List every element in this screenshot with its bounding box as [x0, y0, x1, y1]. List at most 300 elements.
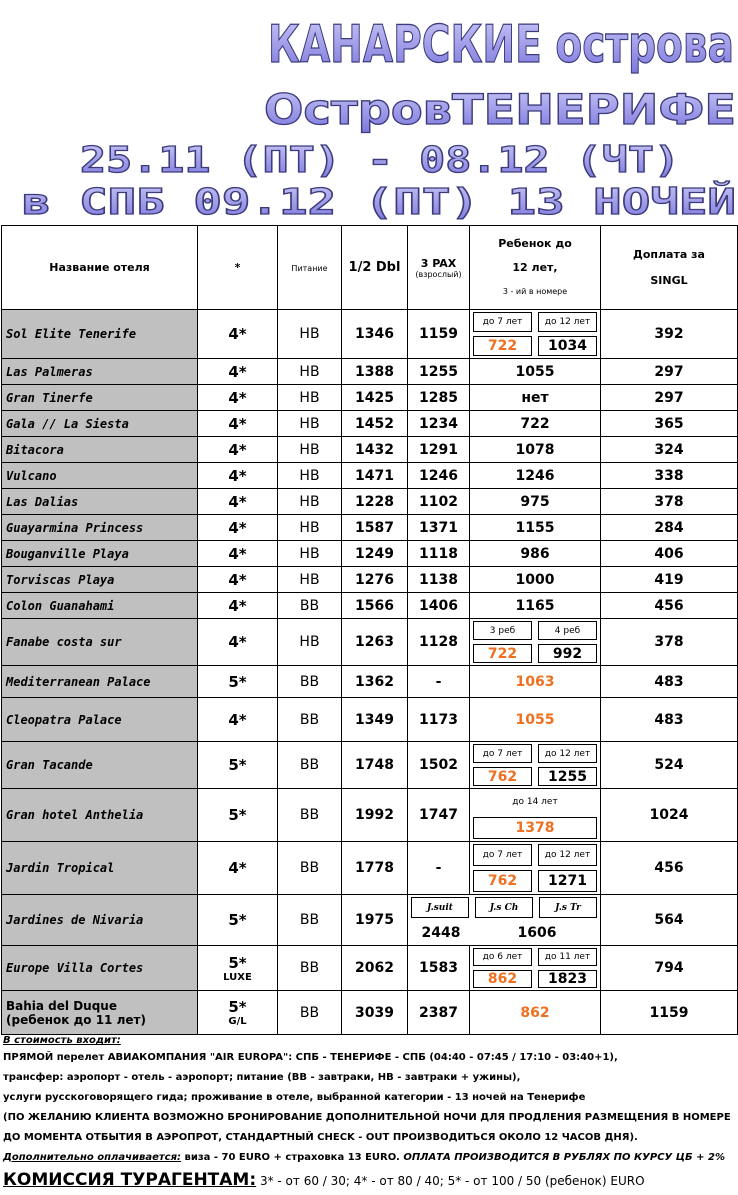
- stars-cell: [198, 619, 278, 666]
- stars-value: 4*: [228, 325, 247, 343]
- single-supplement: 338: [601, 463, 738, 489]
- stars-value: 4*: [228, 440, 247, 459]
- stars-value: 4*: [228, 710, 247, 729]
- meal-cell: BB: [278, 895, 342, 946]
- child-price: 722: [473, 644, 532, 663]
- stars-cell: [198, 895, 278, 946]
- child-price-cell: [470, 359, 601, 385]
- stars-value: 5*: [228, 998, 247, 1016]
- child-price-block: [470, 789, 600, 841]
- child-price: 722: [520, 415, 550, 432]
- commission-title: КОМИССИЯ ТУРАГЕНТАМ:: [3, 1170, 257, 1190]
- meal-cell: BB: [278, 593, 342, 619]
- meal-cell: HB: [278, 463, 342, 489]
- stars-cell: [198, 991, 278, 1035]
- child-price-cell: [470, 385, 601, 411]
- child-price: 1255: [538, 767, 597, 786]
- title-dates: 25.11 (ПТ) - 08.12 (ЧТ): [80, 140, 680, 181]
- col-single-label-2: SINGL: [650, 273, 688, 287]
- dbl-price: 1778: [342, 842, 408, 895]
- child-price: 1246: [515, 467, 555, 484]
- dbl-price: 2062: [342, 946, 408, 991]
- stars-cell: [198, 742, 278, 789]
- hotel-name-cell: [2, 593, 198, 619]
- child-price: 975: [520, 493, 550, 510]
- child-value-row: [470, 868, 600, 894]
- table-row: [2, 842, 738, 895]
- header-banner: [0, 0, 738, 224]
- child-price: 992: [538, 644, 597, 663]
- included-line-5: ДО МОМЕНТА ОТБЫТИЯ В АЭРОПРОТ, СТАНДАРТНЫЙ CHECK - OUT ПРОИЗВОДИТЬСЯ ОКОЛО 12 ЧАСОВ ДНЯ).: [3, 1132, 638, 1143]
- stars-cell: [198, 411, 278, 437]
- pax3-price: 1128: [408, 619, 470, 666]
- pax3-price: 1285: [408, 385, 470, 411]
- dbl-price: 1471: [342, 463, 408, 489]
- table-row: [2, 698, 738, 742]
- title-canary: КАНАРСКИЕ острова: [268, 15, 734, 75]
- dbl-price: 1432: [342, 437, 408, 463]
- child-label-row: [470, 619, 600, 642]
- table-header-row: [2, 226, 738, 310]
- child-price-cell: [470, 515, 601, 541]
- child-price: 1823: [538, 970, 597, 988]
- hotel-name: Gran Tinerfe: [6, 390, 93, 405]
- title-tenerife: ОстровТЕНЕРИФЕ: [264, 85, 736, 134]
- stars-value: 4*: [228, 859, 247, 877]
- hotel-name-cell: [2, 895, 198, 946]
- stars-cell: [198, 489, 278, 515]
- col-single-header: [601, 226, 738, 310]
- single-supplement: 406: [601, 541, 738, 567]
- pax3-price: 1118: [408, 541, 470, 567]
- meal-cell: BB: [278, 698, 342, 742]
- stars-cell: [198, 437, 278, 463]
- pax3-price: 1747: [408, 789, 470, 842]
- meal-cell: HB: [278, 567, 342, 593]
- title-return: в СПБ 09.12 (ПТ) 13 НОЧЕЙ: [22, 182, 564, 223]
- single-supplement: 392: [601, 310, 738, 359]
- hotel-name-cell: [2, 842, 198, 895]
- stars-cell: [198, 789, 278, 842]
- stars-value: 4*: [228, 596, 247, 615]
- pax3-price: 1502: [408, 742, 470, 789]
- hotel-name: Fanabe costa sur: [6, 635, 122, 649]
- child-label-row: [470, 946, 600, 968]
- stars-value: 4*: [228, 492, 247, 511]
- child-price: 862: [520, 1004, 550, 1021]
- stars-cell: [198, 567, 278, 593]
- pax3-price: 1173: [408, 698, 470, 742]
- child-price: 1034: [538, 336, 597, 356]
- child-age-label: до 14 лет: [512, 797, 558, 807]
- col-child-label-1: Ребенок до: [498, 236, 572, 250]
- hotel-name-cell: [2, 991, 198, 1035]
- hotel-name-cell: [2, 946, 198, 991]
- hotel-name: Europe Villa Cortes: [6, 961, 144, 975]
- pax3-price: 1159: [408, 310, 470, 359]
- pax3-price: 1234: [408, 411, 470, 437]
- stars-value: 4*: [228, 633, 247, 651]
- col-meal-header: [278, 226, 342, 310]
- child-price: 1063: [515, 673, 555, 690]
- child-price-cell: [470, 619, 601, 666]
- child-age-label: до 12 лет: [538, 744, 597, 763]
- stars-cell: [198, 310, 278, 359]
- child-price-block: [470, 619, 600, 665]
- child-price-block: [470, 742, 600, 788]
- single-supplement: 297: [601, 385, 738, 411]
- child-age-label: до 12 лет: [538, 844, 597, 866]
- child-value-row: [470, 968, 600, 990]
- included-title: В стоимость входит:: [3, 1035, 121, 1046]
- hotel-name: Guayarmina Princess: [6, 520, 144, 535]
- suite-value: 2448: [421, 924, 461, 941]
- col-name-header: Название отеля: [2, 226, 198, 310]
- child-age-label: до 11 лет: [538, 948, 597, 966]
- stars-value: 4*: [228, 414, 247, 433]
- table-row: [2, 437, 738, 463]
- child-value-row: [470, 334, 600, 358]
- single-supplement: 524: [601, 742, 738, 789]
- stars-value: 4*: [228, 518, 247, 537]
- dbl-price: 1249: [342, 541, 408, 567]
- col-3pax-header: [408, 226, 470, 310]
- hotel-name: Vulcano: [6, 468, 57, 483]
- dbl-price: 1388: [342, 359, 408, 385]
- suite-label: J.s Ch: [475, 897, 533, 918]
- included-line-1: ПРЯМОЙ перелет АВИАКОМПАНИЯ "AIR EUROPA": СПБ - ТЕНЕРИФЕ - СПБ (04:40 - 07:45 / 17:10 - 03:40+1),: [3, 1052, 618, 1063]
- table-row: [2, 946, 738, 991]
- meal-cell: HB: [278, 310, 342, 359]
- stars-value: 4*: [228, 362, 247, 381]
- stars-cell: [198, 946, 278, 991]
- child-age-label: до 7 лет: [473, 844, 532, 866]
- dbl-price: 1566: [342, 593, 408, 619]
- child-price: 1271: [538, 870, 597, 892]
- child-price-cell: [470, 593, 601, 619]
- child-price-cell: [470, 991, 601, 1035]
- child-label-row: [408, 895, 600, 920]
- extra-text: виза - 70 EURO + страховка 13 EURO.: [181, 1152, 404, 1163]
- hotel-name: Las Dalias: [6, 494, 79, 509]
- child-label-row: [470, 789, 600, 815]
- hotel-name: Gala // La Siesta: [6, 416, 129, 431]
- child-price: 1000: [515, 571, 555, 588]
- pax3-price: -: [408, 666, 470, 698]
- meal-cell: HB: [278, 541, 342, 567]
- dbl-price: 1425: [342, 385, 408, 411]
- hotel-name-cell: [2, 489, 198, 515]
- child-price-block: [408, 895, 600, 945]
- hotel-name: Gran hotel Anthelia: [6, 808, 144, 822]
- single-supplement: 378: [601, 619, 738, 666]
- stars-cell: [198, 541, 278, 567]
- stars-value: 5*: [228, 756, 247, 774]
- dbl-price: 1228: [342, 489, 408, 515]
- child-price: 1165: [515, 597, 555, 614]
- stars-cell: [198, 842, 278, 895]
- stars-cell: [198, 385, 278, 411]
- hotel-name-cell: [2, 437, 198, 463]
- stars-value: 5*: [228, 672, 247, 691]
- stars-sub: G/L: [228, 1016, 247, 1027]
- col-child-header: [470, 226, 601, 310]
- hotel-name: Jardin Tropical: [6, 861, 115, 875]
- child-price-block: [470, 946, 600, 990]
- meal-cell: BB: [278, 842, 342, 895]
- hotel-name: Bitacora: [6, 442, 64, 457]
- hotel-name-cell: [2, 742, 198, 789]
- single-supplement: 324: [601, 437, 738, 463]
- pax3-price: 1246: [408, 463, 470, 489]
- child-price-cell: [470, 789, 601, 842]
- meal-cell: HB: [278, 385, 342, 411]
- pax3-price: 1371: [408, 515, 470, 541]
- meal-cell: HB: [278, 515, 342, 541]
- table-row: [2, 619, 738, 666]
- stars-value: 4*: [228, 466, 247, 485]
- stars-cell: [198, 359, 278, 385]
- hotel-name: Torviscas Playa: [6, 572, 115, 587]
- single-supplement: 1159: [601, 991, 738, 1035]
- table-row: [2, 567, 738, 593]
- hotel-name-cell: [2, 567, 198, 593]
- table-row: [2, 489, 738, 515]
- extra-title: Дополнительно оплачивается:: [3, 1152, 182, 1163]
- dbl-price: 3039: [342, 991, 408, 1035]
- table-row: [2, 666, 738, 698]
- child-value-row: [408, 920, 600, 945]
- hotel-name: Mediterranean Palace: [6, 674, 151, 689]
- dbl-price: 1452: [342, 411, 408, 437]
- dbl-price: 1346: [342, 310, 408, 359]
- child-price: 1055: [515, 711, 555, 728]
- stars-value: 5*: [228, 953, 247, 972]
- child-price: 1078: [515, 441, 555, 458]
- hotel-name-cell: [2, 698, 198, 742]
- stars-cell: [198, 593, 278, 619]
- dbl-price: 1992: [342, 789, 408, 842]
- child-price-cell: [470, 698, 601, 742]
- dbl-price: 1263: [342, 619, 408, 666]
- table-row: [2, 359, 738, 385]
- stars-cell: [198, 698, 278, 742]
- included-line-2: трансфер: аэропорт - отель - аэропорт; питание (BB - завтраки, HB - завтраки + ужины),: [3, 1072, 521, 1083]
- table-row: [2, 463, 738, 489]
- pax3-price: 2387: [408, 991, 470, 1035]
- single-supplement: 297: [601, 359, 738, 385]
- suite-value: 1606: [517, 924, 557, 941]
- dbl-price: 1349: [342, 698, 408, 742]
- child-price-cell: [470, 489, 601, 515]
- meal-cell: BB: [278, 666, 342, 698]
- pax3-price: 1583: [408, 946, 470, 991]
- child-price: 986: [520, 545, 550, 562]
- child-age-label: 4 реб: [538, 621, 597, 640]
- dbl-price: 1362: [342, 666, 408, 698]
- hotel-name-cell: [2, 541, 198, 567]
- col-child-label-2: 12 лет,: [512, 260, 558, 274]
- hotel-name: Bouganville Playa: [6, 546, 129, 561]
- single-supplement: 456: [601, 593, 738, 619]
- hotel-name-cell: [2, 463, 198, 489]
- hotel-name-cell: [2, 310, 198, 359]
- child-price-cell: [470, 310, 601, 359]
- single-supplement: 483: [601, 698, 738, 742]
- dbl-price: 1587: [342, 515, 408, 541]
- single-supplement: 284: [601, 515, 738, 541]
- dbl-price: 1748: [342, 742, 408, 789]
- stars-cell: [198, 515, 278, 541]
- child-price-cell: [470, 437, 601, 463]
- commission-text: 3* - от 60 / 30; 4* - от 80 / 40; 5* - от 100 / 50 (ребенок) EURO: [256, 1174, 645, 1188]
- hotel-name: Jardines de Nivaria: [6, 913, 144, 927]
- single-supplement: 378: [601, 489, 738, 515]
- extra-line: [3, 1148, 737, 1168]
- child-price-cell: [470, 946, 601, 991]
- child-age-label: до 6 лет: [473, 948, 532, 966]
- child-price-block: [470, 842, 600, 894]
- header-svg: [0, 0, 738, 224]
- child-price: 722: [473, 336, 532, 356]
- table-row: [2, 593, 738, 619]
- stars-value: 5*: [228, 911, 247, 929]
- meal-cell: HB: [278, 359, 342, 385]
- child-label-row: [470, 742, 600, 765]
- extra-italic: ОПЛАТА ПРОИЗВОДИТСЯ В РУБЛЯХ ПО КУРСУ ЦБ + 2%: [403, 1152, 725, 1163]
- hotel-name-cell: [2, 515, 198, 541]
- child-price-cell: [470, 742, 601, 789]
- stars-cell: [198, 463, 278, 489]
- col-3pax-label: 3 PAX: [420, 256, 457, 270]
- col-meal-label: Питание: [291, 264, 328, 273]
- child-price: 1155: [515, 519, 555, 536]
- included-line-4: (ПО ЖЕЛАНИЮ КЛИЕНТА ВОЗМОЖНО БРОНИРОВАНИЕ ДОПОЛНИТЕЛЬНОЙ НОЧИ ДЛЯ ПРОДЛЕНИЯ РАЗМЕЩЕНИЯ В НОМЕРЕ: [3, 1112, 731, 1123]
- table-row: [2, 385, 738, 411]
- single-supplement: 483: [601, 666, 738, 698]
- col-3pax-sub: (взрослый): [415, 269, 462, 279]
- child-price: 762: [473, 767, 532, 786]
- single-supplement: 564: [601, 895, 738, 946]
- pax3-price: 1255: [408, 359, 470, 385]
- child-price-cell: [470, 411, 601, 437]
- single-supplement: 794: [601, 946, 738, 991]
- child-price: 762: [473, 870, 532, 892]
- meal-cell: BB: [278, 946, 342, 991]
- price-table: [1, 225, 738, 1035]
- table-row: [2, 411, 738, 437]
- dbl-price: 1975: [342, 895, 408, 946]
- meal-cell: BB: [278, 991, 342, 1035]
- child-price: 1378: [473, 817, 597, 839]
- pax3-price: 1102: [408, 489, 470, 515]
- pax3-price: 1406: [408, 593, 470, 619]
- stars-cell: [198, 666, 278, 698]
- child-price-cell: [470, 463, 601, 489]
- col-dbl-header: 1/2 Dbl: [342, 226, 408, 310]
- stars-value: 4*: [228, 388, 247, 407]
- hotel-name: Gran Tacande: [6, 758, 93, 772]
- single-supplement: 1024: [601, 789, 738, 842]
- child-price: 1055: [515, 363, 555, 380]
- hotel-name: Colon Guanahami: [6, 598, 115, 613]
- hotel-name: Bahia del Duque: [6, 998, 117, 1013]
- dbl-price: 1276: [342, 567, 408, 593]
- child-value-row: [470, 642, 600, 665]
- hotel-name: Cleopatra Palace: [6, 712, 122, 727]
- child-age-label: до 12 лет: [538, 312, 597, 332]
- child-price-cell: [470, 567, 601, 593]
- footer-notes: [3, 1034, 737, 1195]
- hotel-name-cell: [2, 385, 198, 411]
- single-supplement: 365: [601, 411, 738, 437]
- child-price: 862: [473, 970, 532, 988]
- pax3-price: 1138: [408, 567, 470, 593]
- col-single-label-1: Доплата за: [633, 247, 705, 261]
- pax3-price: 1291: [408, 437, 470, 463]
- suite-label: J.suit: [411, 897, 469, 918]
- col-star-header: *: [198, 226, 278, 310]
- stars-sub: LUXE: [223, 971, 252, 983]
- child-price-block: [470, 310, 600, 358]
- hotel-name-note: (ребенок до 11 лет): [6, 1012, 146, 1027]
- stars-value: 5*: [228, 806, 247, 824]
- hotel-name-cell: [2, 359, 198, 385]
- child-price-cell: [408, 895, 601, 946]
- table-row: [2, 895, 738, 946]
- hotel-name: Sol Elite Tenerife: [6, 327, 137, 341]
- included-line-3: услуги русскоговорящего гида; проживание в отеле, выбранной категории - 13 ночей на Тенерифе: [3, 1092, 586, 1103]
- child-price-cell: [470, 541, 601, 567]
- stars-value: 4*: [228, 544, 247, 563]
- hotel-name-cell: [2, 666, 198, 698]
- meal-cell: BB: [278, 742, 342, 789]
- meal-cell: HB: [278, 437, 342, 463]
- meal-cell: HB: [278, 411, 342, 437]
- child-age-label: до 7 лет: [473, 744, 532, 763]
- col-child-label-3: 3 - ий в номере: [502, 286, 568, 296]
- table-row: [2, 742, 738, 789]
- hotel-name-cell: [2, 789, 198, 842]
- child-price-cell: [470, 666, 601, 698]
- child-value-row: [470, 815, 600, 841]
- hotel-name-cell: [2, 619, 198, 666]
- table-row: [2, 515, 738, 541]
- child-label-row: [470, 842, 600, 868]
- commission-line: [3, 1168, 737, 1195]
- table-row: [2, 310, 738, 359]
- suite-label: J.s Tr: [539, 897, 597, 918]
- table-row: [2, 541, 738, 567]
- meal-cell: HB: [278, 489, 342, 515]
- child-value-row: [470, 765, 600, 788]
- hotel-name: Las Palmeras: [6, 364, 93, 379]
- child-price-cell: [470, 842, 601, 895]
- meal-cell: BB: [278, 789, 342, 842]
- child-price: нет: [521, 389, 549, 406]
- child-age-label: до 7 лет: [473, 312, 532, 332]
- pax3-price: -: [408, 842, 470, 895]
- stars-value: 4*: [228, 570, 247, 589]
- meal-cell: HB: [278, 619, 342, 666]
- single-supplement: 456: [601, 842, 738, 895]
- table-row: [2, 991, 738, 1035]
- child-label-row: [470, 310, 600, 334]
- table-row: [2, 789, 738, 842]
- single-supplement: 419: [601, 567, 738, 593]
- hotel-name-cell: [2, 411, 198, 437]
- child-age-label: 3 реб: [473, 621, 532, 640]
